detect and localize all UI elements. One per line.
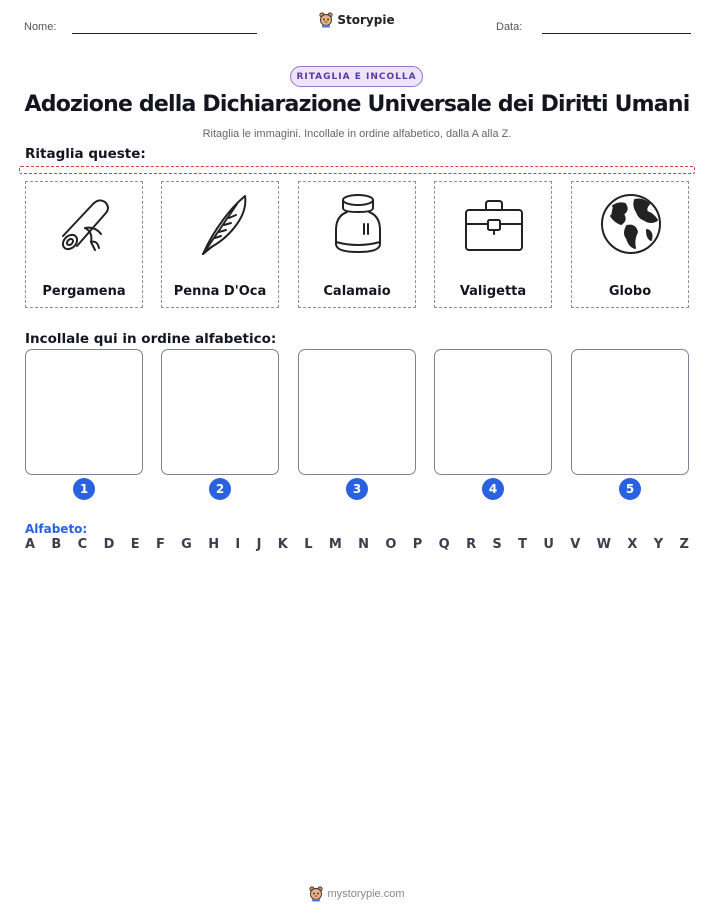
- paste-number-5: 5: [619, 478, 641, 500]
- cut-label-valigetta: Valigetta: [459, 284, 527, 299]
- alphabet-letter: M: [328, 537, 342, 552]
- alphabet-letter: S: [492, 537, 502, 552]
- cut-label-pergamena: Pergamena: [42, 284, 126, 299]
- cut-label-penna-doca: Penna D'Oca: [173, 284, 267, 299]
- cut-line: [19, 166, 695, 174]
- alphabet-letter: U: [543, 537, 554, 552]
- alphabet-letter: A: [25, 537, 36, 552]
- footer-site-link[interactable]: mystorypie.com: [327, 888, 405, 900]
- cut-card-valigetta[interactable]: [434, 181, 552, 308]
- paste-box-3[interactable]: [298, 349, 416, 475]
- alphabet-letter: H: [208, 537, 220, 552]
- alphabet-letter: K: [277, 537, 288, 552]
- cut-section-heading: Ritaglia queste:: [25, 146, 146, 162]
- alphabet-row: [25, 537, 689, 552]
- alphabet-letter: V: [570, 537, 581, 552]
- inkwell-icon: [328, 190, 388, 260]
- cut-card-globo[interactable]: [571, 181, 689, 308]
- alphabet-letter: G: [181, 537, 192, 552]
- alphabet-letter: Y: [653, 537, 664, 552]
- page-title: Adozione della Dichiarazione Universale dei Diritti Umani: [24, 92, 690, 117]
- alphabet-letter: D: [103, 537, 115, 552]
- paste-number-4: 4: [482, 478, 504, 500]
- paste-section-heading: Incollale qui in ordine alfabetico:: [25, 331, 277, 347]
- storypie-mascot-icon: [309, 886, 323, 902]
- cut-label-calamaio: Calamaio: [323, 284, 391, 299]
- globe-icon: [601, 190, 661, 260]
- alphabet-letter: I: [235, 537, 241, 552]
- name-label: Nome:: [24, 21, 57, 33]
- paste-box-2[interactable]: [161, 349, 279, 475]
- scroll-icon: [55, 190, 115, 260]
- alphabet-letter: B: [51, 537, 62, 552]
- storypie-mascot-icon: [319, 12, 333, 28]
- alphabet-letter: W: [596, 537, 612, 552]
- paste-number-3: 3: [346, 478, 368, 500]
- cut-card-penna-doca[interactable]: [161, 181, 279, 308]
- alphabet-letter: Q: [438, 537, 450, 552]
- brand-logo: [0, 12, 714, 28]
- alphabet-letter: N: [358, 537, 370, 552]
- paste-box-5[interactable]: [571, 349, 689, 475]
- cut-card-pergamena[interactable]: [25, 181, 143, 308]
- quill-icon: [191, 190, 251, 260]
- paste-box-1[interactable]: [25, 349, 143, 475]
- briefcase-icon: [464, 190, 524, 260]
- name-line[interactable]: [72, 33, 257, 34]
- alphabet-letter: P: [412, 537, 423, 552]
- date-label: Data:: [496, 21, 523, 33]
- paste-number-1: 1: [73, 478, 95, 500]
- alphabet-letter: O: [385, 537, 397, 552]
- alphabet-letter: T: [518, 537, 528, 552]
- activity-badge: RITAGLIA E INCOLLA: [290, 66, 423, 87]
- alphabet-letter: J: [256, 537, 262, 552]
- alphabet-heading: Alfabeto:: [25, 522, 88, 536]
- alphabet-letter: E: [130, 537, 140, 552]
- alphabet-letter: Z: [679, 537, 689, 552]
- instructions: Ritaglia le immagini. Incollale in ordine alfabetico, dalla A alla Z.: [202, 128, 512, 140]
- brand-name: Storypie: [337, 13, 395, 27]
- alphabet-letter: X: [627, 537, 638, 552]
- footer: [0, 886, 714, 902]
- paste-number-2: 2: [209, 478, 231, 500]
- paste-box-4[interactable]: [434, 349, 552, 475]
- date-line[interactable]: [542, 33, 691, 34]
- cut-label-globo: Globo: [608, 284, 652, 299]
- alphabet-letter: R: [466, 537, 477, 552]
- alphabet-letter: F: [155, 537, 165, 552]
- alphabet-letter: L: [304, 537, 313, 552]
- cut-card-calamaio[interactable]: [298, 181, 416, 308]
- alphabet-letter: C: [77, 537, 88, 552]
